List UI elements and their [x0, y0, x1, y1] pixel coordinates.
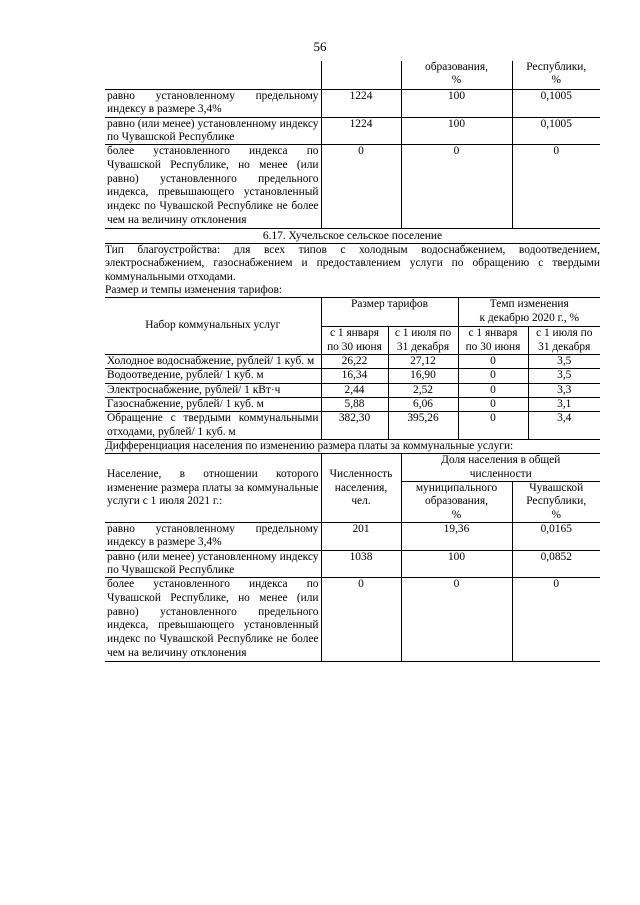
row-label: равно (или менее) установленному индексу по Чувашской Республике [105, 550, 321, 578]
rate-h1: 0 [458, 383, 528, 397]
table-header-row [105, 61, 600, 90]
tariff-h2: 27,12 [388, 354, 458, 368]
service-name: Водоотведение, рублей/ 1 куб. м [105, 369, 321, 383]
table-row [105, 117, 600, 145]
tariff-h1: 2,44 [321, 383, 388, 397]
row-count: 1224 [321, 117, 401, 145]
service-name: Холодное водоснабжение, рублей/ 1 куб. м [105, 354, 321, 368]
row-republic: 0 [512, 145, 600, 228]
rate-h2: 3,4 [528, 412, 600, 440]
header-population: Население, в отношении которого изменение размера платы за коммунальные услуги с 1 июля 2021 г.: [105, 454, 321, 522]
table-row [105, 354, 600, 368]
header-share: Доля населения в общей численности [401, 454, 600, 481]
row-label: равно (или менее) установленному индексу по Чувашской Республике [105, 117, 321, 145]
row-municipal: 0 [401, 578, 512, 661]
tariff-h2: 395,26 [388, 412, 458, 440]
row-count: 0 [321, 578, 401, 661]
row-republic: 0,0165 [512, 523, 600, 551]
header-republic-share: Чувашской Республики, % [512, 482, 600, 523]
row-label: равно установленному предельному индексу в размере 3,4% [105, 90, 321, 118]
row-municipal: 100 [401, 90, 512, 118]
header-tariff-size: Размер тарифов [321, 298, 458, 327]
header-republic-share: Республики, % [512, 61, 600, 90]
row-republic: 0,0852 [512, 550, 600, 578]
tariff-h1: 16,34 [321, 369, 388, 383]
tariff-h1: 382,30 [321, 412, 388, 440]
header-period: с 1 января по 30 июня [458, 327, 528, 355]
service-name: Газоснабжение, рублей/ 1 куб. м [105, 397, 321, 411]
header-period: с 1 июля по 31 декабря [528, 327, 600, 355]
header-period: с 1 июля по 31 декабря [388, 327, 458, 355]
table-row [105, 578, 600, 661]
table-header-row [105, 298, 600, 327]
table-row [105, 523, 600, 551]
rate-h1: 0 [458, 397, 528, 411]
rate-h1: 0 [458, 354, 528, 368]
row-municipal: 19,36 [401, 523, 512, 551]
table-row [105, 412, 600, 440]
table-row [105, 90, 600, 118]
table-row [105, 550, 600, 578]
rate-h2: 3,3 [528, 383, 600, 397]
tariff-h1: 26,22 [321, 354, 388, 368]
row-republic: 0,1005 [512, 117, 600, 145]
table-row [105, 145, 600, 228]
header-period: с 1 января по 30 июня [321, 327, 388, 355]
document-body [105, 61, 600, 662]
rate-h2: 3,1 [528, 397, 600, 411]
row-republic: 0,1005 [512, 90, 600, 118]
row-label: равно установленному предельному индексу в размере 3,4% [105, 523, 321, 551]
row-label: более установленного индекса по Чувашской Республике, но менее (или равно) установленного предельного индекса, превышающего установленный индекс по Чувашской Республике не более чем на величину отклонения [105, 578, 321, 661]
table-row [105, 383, 600, 397]
tariff-h1: 5,88 [321, 397, 388, 411]
rate-h1: 0 [458, 412, 528, 440]
rate-h1: 0 [458, 369, 528, 383]
header-count: Численность населения, чел. [321, 454, 401, 522]
row-count: 1038 [321, 550, 401, 578]
row-municipal: 100 [401, 117, 512, 145]
header-municipal-share: муниципального образования, % [401, 482, 512, 523]
population-differentiation-table [105, 454, 600, 661]
row-municipal: 100 [401, 550, 512, 578]
service-name: Обращение с твердыми коммунальными отходами, рублей/ 1 куб. м [105, 412, 321, 440]
header-change-rate: Темп изменения к декабрю 2020 г., % [458, 298, 600, 327]
table-row [105, 397, 600, 411]
tariffs-table [105, 297, 600, 440]
tariffs-heading: Размер и темпы изменения тарифов: [105, 283, 283, 296]
page-number: 56 [313, 39, 327, 54]
section-title: 6.17. Хучельское сельское поселение [105, 229, 600, 244]
tariff-h2: 2,52 [388, 383, 458, 397]
header-municipal-share: образования, % [401, 61, 512, 90]
rate-h2: 3,5 [528, 369, 600, 383]
row-municipal: 0 [401, 145, 512, 228]
differentiation-heading: Дифференциация населения по изменению размера платы за коммунальные услуги: [105, 440, 600, 454]
service-name: Электроснабжение, рублей/ 1 кВт·ч [105, 383, 321, 397]
row-count: 201 [321, 523, 401, 551]
improvement-type: Тип благоустройства: для всех типов с холодным водоснабжением, водоотведением, электроснабжением, газоснабжением и предоставлением услуги по обращению с твердыми коммунальными отходами. [105, 243, 600, 283]
header-services: Набор коммунальных услуг [105, 298, 321, 355]
row-count: 1224 [321, 90, 401, 118]
row-count: 0 [321, 145, 401, 228]
population-table-continued [105, 61, 600, 229]
rate-h2: 3,5 [528, 354, 600, 368]
tariff-h2: 16,90 [388, 369, 458, 383]
table-row [105, 369, 600, 383]
tariff-h2: 6,06 [388, 397, 458, 411]
row-republic: 0 [512, 578, 600, 661]
table-header-row [105, 454, 600, 481]
row-label: более установленного индекса по Чувашской Республике, но менее (или равно) установленного предельного индекса, превышающего установленный индекс по Чувашской Республике не более чем на величину отклонения [105, 145, 321, 228]
